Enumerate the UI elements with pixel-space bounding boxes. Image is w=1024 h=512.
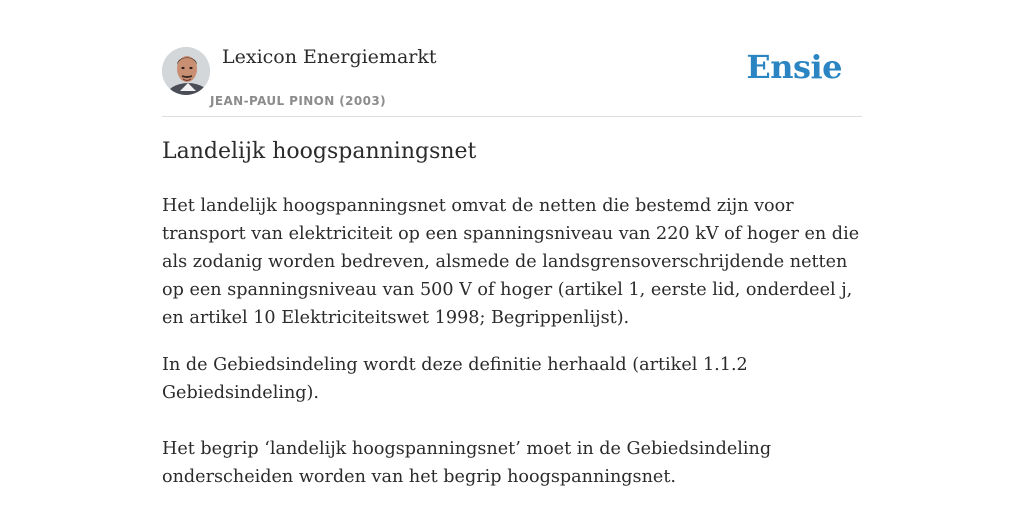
definition-paragraph: Het begrip ‘landelijk hoogspanningsnet’ moet in de Gebiedsindeling onderscheiden worden van het begrip hoogspanningsnet.: [162, 439, 772, 487]
author-photo-icon: [162, 47, 210, 95]
term-title: Landelijk hoogspanningsnet: [162, 139, 477, 164]
header: [162, 44, 862, 117]
definition-paragraph: Het landelijk hoogspanningsnet omvat de netten die bestemd zijn voor transport van elektriciteit op een spanningsniveau van 220 kV of hoger en die als zodanig worden bedreven, alsmede de landsgrensoverschrijdende netten op een spanningsniveau van 500 V of hoger (artikel 1, eerste lid, onderdeel j, en artikel 10 Elektriciteitswet 1998; Begrippenlijst).: [162, 196, 860, 328]
ensie-logo[interactable]: Ensie: [746, 48, 842, 86]
book-title[interactable]: Lexicon Energiemarkt: [222, 46, 437, 68]
author-name[interactable]: JEAN-PAUL PINON (2003): [210, 94, 387, 108]
author-avatar[interactable]: [162, 47, 210, 95]
definition-paragraph: In de Gebiedsindeling wordt deze definitie herhaald (artikel 1.1.2 Gebiedsindeling).: [162, 355, 748, 403]
